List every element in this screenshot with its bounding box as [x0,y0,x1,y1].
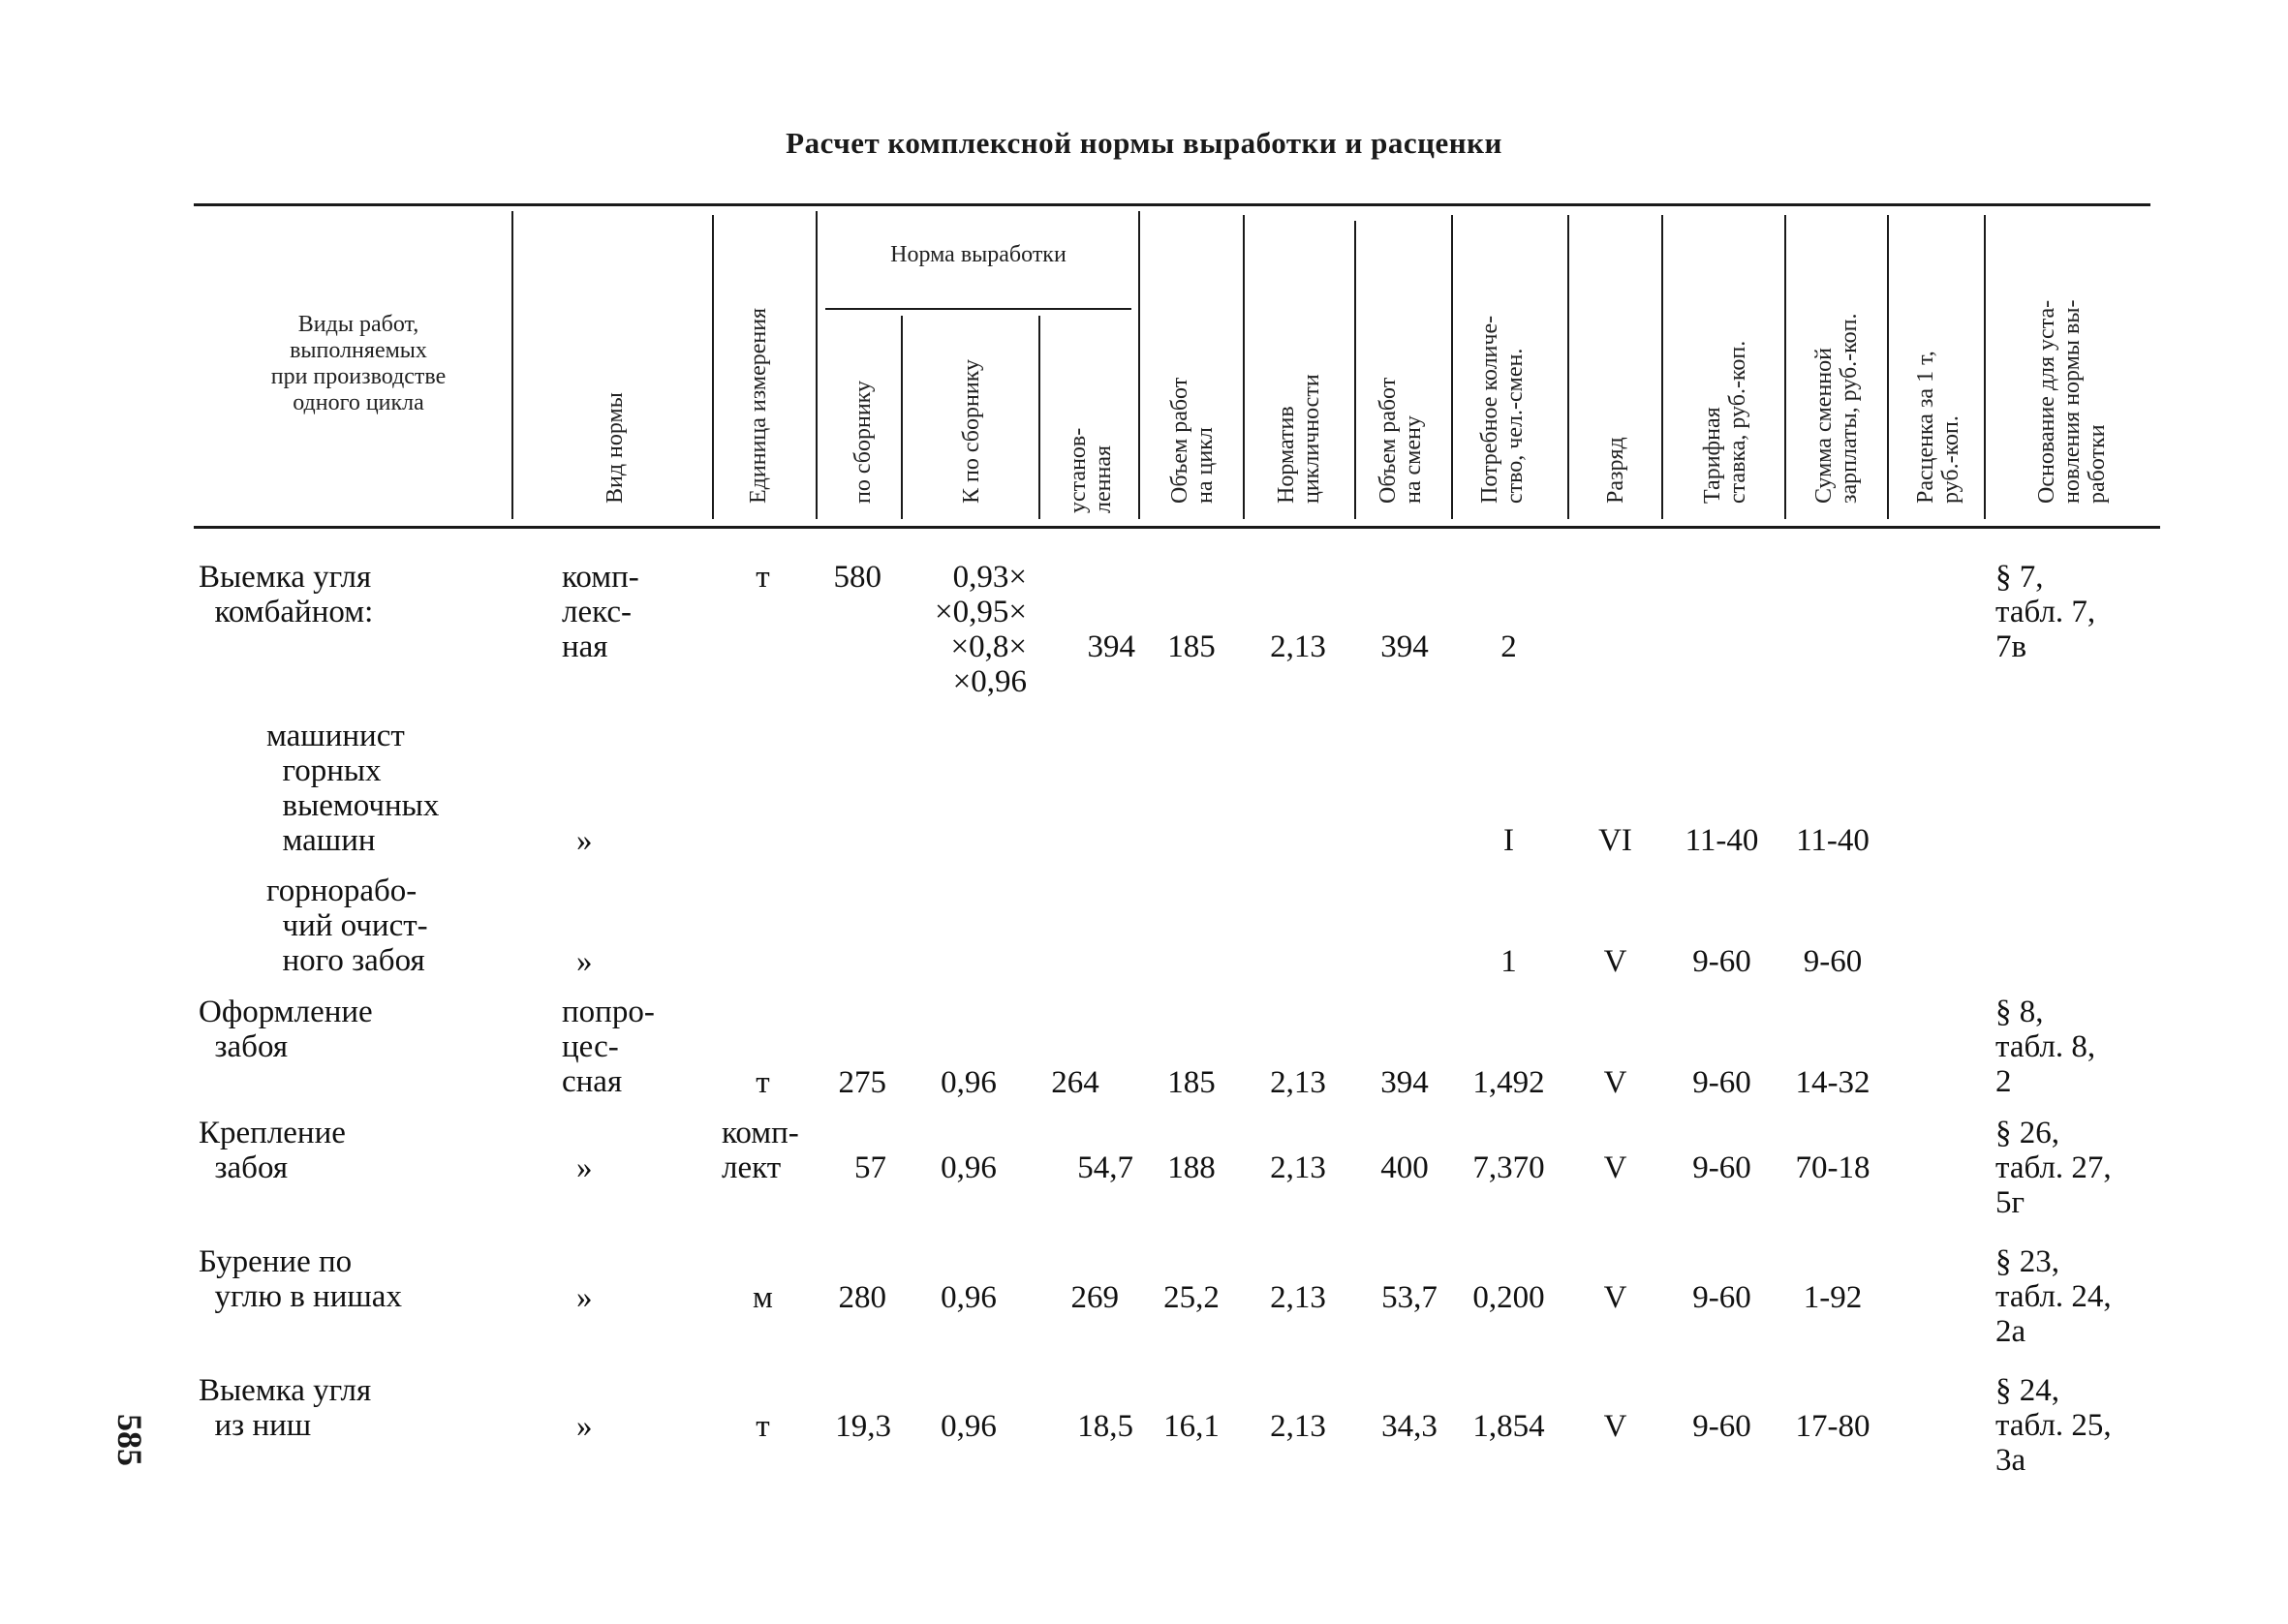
row-wage: 11-40 [1796,823,1870,858]
header-rate-per-t: Расценка за 1 т, руб.-коп. [1913,351,1963,504]
row-tariff: 9-60 [1692,1150,1751,1185]
row-vcycle: 25,2 [1163,1280,1220,1315]
col-divider [511,211,513,519]
row-wage: 1-92 [1803,1280,1863,1315]
row-wage: 70-18 [1795,1150,1871,1185]
header-grade: Разряд [1603,437,1628,504]
row-qty: 0,200 [1472,1280,1545,1315]
row-vcycle: 185 [1167,1065,1216,1100]
header-established: установ- ленная [1066,427,1116,513]
row-unit: т [756,1409,770,1444]
row-qty: 1 [1500,944,1517,979]
row-vcycle: 188 [1167,1150,1216,1185]
row-tariff: 9-60 [1692,944,1751,979]
row-tariff: 9-60 [1692,1280,1751,1315]
table-header-rule [194,526,2160,529]
row-qty: 2 [1500,629,1517,664]
row-basis: § 24, табл. 25, 3а [1995,1373,2112,1478]
row-vcycle: 16,1 [1163,1409,1220,1444]
row-k: 0,96 [941,1280,997,1315]
header-work-types: Виды работ, выполняемых при производстве одного цикла [270,312,447,415]
col-divider [1243,215,1245,519]
row-vshift: 400 [1380,1150,1429,1185]
row-by: 275 [838,1065,886,1100]
row-work: Выемка угля комбайном: [199,560,374,629]
row-unit: м [753,1280,773,1315]
row-norm: комп- лекс- ная [562,560,639,664]
row-basis: § 26, табл. 27, 5г [1995,1116,2112,1220]
row-unit: т [756,560,770,595]
col-divider [1887,215,1889,519]
col-divider [1038,316,1040,519]
row-vshift: 394 [1380,1065,1429,1100]
header-by-collection: по сборнику [850,380,876,504]
row-norm: » [576,944,593,979]
row-unit: комп- лект [722,1116,799,1185]
col-divider [1661,215,1663,519]
row-by: 19,3 [835,1409,891,1444]
row-qty: I [1503,823,1514,858]
row-grade: VI [1598,823,1632,858]
row-work: Крепление забоя [199,1116,346,1185]
row-vcycle: 185 [1167,629,1216,664]
header-k-by-collection: К по сборнику [959,358,984,504]
row-grade: V [1603,1280,1627,1315]
norm-group-rule [825,308,1131,310]
row-est: 54,7 [1077,1150,1133,1185]
row-cyc: 2,13 [1270,1409,1326,1444]
row-work: машинист горных выемочных машин [266,719,440,858]
row-norm: попро- цес- сная [562,995,655,1099]
col-divider [816,211,818,519]
row-k: 0,96 [941,1065,997,1100]
row-est: 269 [1070,1280,1119,1315]
table-top-rule [194,203,2150,206]
row-norm: » [576,1280,593,1315]
row-k: 0,96 [941,1409,997,1444]
row-work: Выемка угля из ниш [199,1373,372,1443]
row-cyc: 2,13 [1270,1280,1326,1315]
row-norm: » [576,1409,593,1444]
row-vshift: 34,3 [1381,1409,1438,1444]
col-divider [1138,211,1140,519]
row-cyc: 2,13 [1270,629,1326,664]
header-norm-type: Вид нормы [603,392,628,504]
row-work: Оформление забоя [199,995,373,1064]
row-basis: § 7, табл. 7, 7в [1995,560,2096,664]
row-tariff: 9-60 [1692,1065,1751,1100]
col-divider [1451,215,1453,519]
header-volume-shift: Объем работ на смену [1376,377,1426,504]
header-tariff: Тарифная ставка, руб.-коп. [1700,340,1750,504]
row-tariff: 11-40 [1685,823,1759,858]
row-vshift: 53,7 [1381,1280,1438,1315]
row-est: 18,5 [1077,1409,1133,1444]
row-work: Бурение по углю в нишах [199,1244,402,1314]
row-k: 0,93× ×0,95× ×0,8× ×0,96 [935,560,1027,699]
row-grade: V [1603,944,1627,979]
col-divider [1567,215,1569,519]
row-wage: 9-60 [1803,944,1863,979]
row-by: 580 [833,560,881,595]
row-norm: » [576,823,593,858]
row-grade: V [1603,1065,1627,1100]
row-wage: 17-80 [1795,1409,1871,1444]
row-grade: V [1603,1409,1627,1444]
row-grade: V [1603,1150,1627,1185]
row-vshift: 394 [1380,629,1429,664]
row-wage: 14-32 [1795,1065,1871,1100]
row-tariff: 9-60 [1692,1409,1751,1444]
col-divider [1354,221,1356,519]
row-cyc: 2,13 [1270,1150,1326,1185]
row-unit: т [756,1065,770,1100]
col-divider [1784,215,1786,519]
row-qty: 1,492 [1472,1065,1545,1100]
page-title: Расчет комплексной нормы выработки и расценки [786,126,1502,160]
row-k: 0,96 [941,1150,997,1185]
row-est: 264 [1051,1065,1099,1100]
header-required-qty: Потребное количе- ство, чел.-смен. [1477,315,1528,504]
row-work: горнорабо- чий очист- ного забоя [266,873,428,978]
row-norm: » [576,1150,593,1185]
header-shift-wage: Сумма сменной зарплаты, руб.-коп. [1811,313,1862,504]
col-divider [1984,215,1986,519]
row-basis: § 8, табл. 8, 2 [1995,995,2096,1099]
row-by: 57 [854,1150,886,1185]
row-qty: 7,370 [1472,1150,1545,1185]
col-divider [901,316,903,519]
header-norm-group: Норма выработки [890,242,1067,267]
row-by: 280 [838,1280,886,1315]
header-basis: Основание для уста- новления нормы вы- работки [2034,299,2110,504]
row-qty: 1,854 [1472,1409,1545,1444]
header-cyclicity: Норматив цикличности [1274,374,1324,504]
header-volume-cycle: Объем работ на цикл [1167,377,1218,504]
col-divider [712,215,714,519]
row-basis: § 23, табл. 24, 2а [1995,1244,2112,1349]
row-est: 394 [1087,629,1135,664]
row-cyc: 2,13 [1270,1065,1326,1100]
header-unit: Единица измерения [746,307,771,504]
page-number: 585 [110,1414,149,1466]
